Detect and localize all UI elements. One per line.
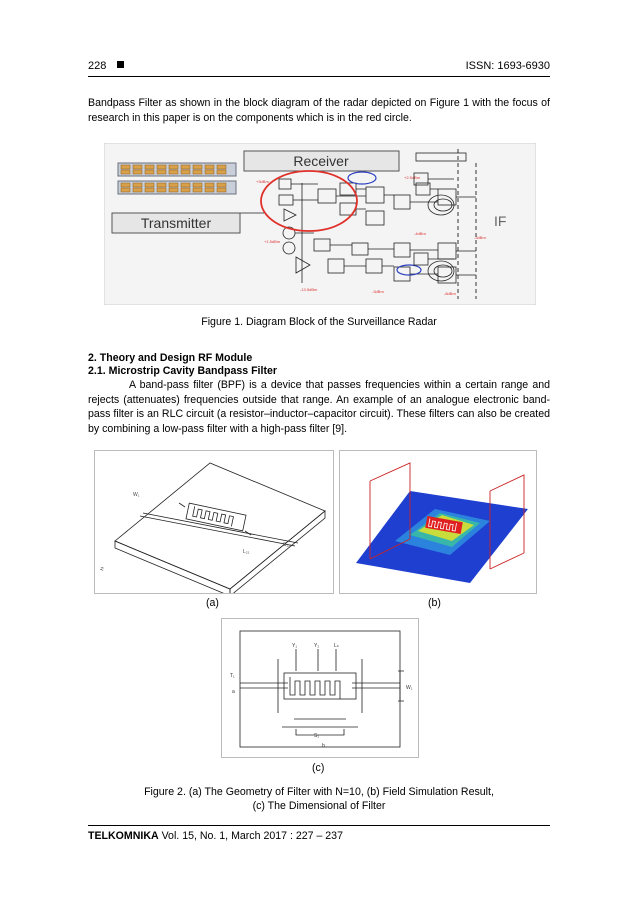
svg-text:-3dBm: -3dBm <box>372 289 384 294</box>
footer-journal: TELKOMNIKA <box>88 830 159 842</box>
section-subheading: 2.1. Microstrip Cavity Bandpass Filter <box>88 365 277 377</box>
svg-text:+1.5dBm: +1.5dBm <box>264 239 281 244</box>
figure2-label-a: (a) <box>206 597 219 609</box>
issn: ISSN: 1693-6930 <box>465 60 550 72</box>
svg-text:Y₁: Y₁ <box>292 643 298 649</box>
page-number: 228 <box>88 60 124 72</box>
intro-paragraph: Bandpass Filter as shown in the block diagram of the radar depicted on Figure 1 with the focus of research in this paper is on the components which is in the red circle. <box>88 97 550 124</box>
section-paragraph: A band-pass filter (BPF) is a device that passes frequencies within a certain range and rejects (attenuates) frequencies outside that range. An example of an analogue electronic band-pass filter is an RLC circuit (a resistor–inductor–capacitor circuit). These filters can also be created by combining a low-pass filter with a high-pass filter [9]. <box>88 379 550 435</box>
transmitter-label: Transmitter <box>140 215 212 231</box>
svg-text:-4dBm: -4dBm <box>414 231 426 236</box>
svg-text:+2.5dBm: +2.5dBm <box>404 175 421 180</box>
svg-text:b: b <box>322 743 325 749</box>
svg-text:W₁: W₁ <box>406 685 413 691</box>
svg-text:a: a <box>232 689 235 695</box>
svg-text:T₁: T₁ <box>230 673 235 679</box>
svg-text:W₁: W₁ <box>133 492 140 498</box>
svg-text:L₂₁: L₂₁ <box>243 549 250 555</box>
footer-rule <box>88 825 550 826</box>
svg-text:Lₙ: Lₙ <box>334 643 339 649</box>
figure2-caption-line1: Figure 2. (a) The Geometry of Filter with N=10, (b) Field Simulation Result, <box>144 786 494 798</box>
figure2-caption-line2: (c) The Dimensional of Filter <box>252 800 386 812</box>
footer-citation: Vol. 15, No. 1, March 2017 : 227 – 237 <box>161 830 343 842</box>
svg-text:-13.5dBm: -13.5dBm <box>300 287 318 292</box>
svg-text:+3dBm: +3dBm <box>256 179 269 184</box>
footer <box>88 830 343 842</box>
svg-text:-3dBm: -3dBm <box>474 235 486 240</box>
figure2-label-c: (c) <box>312 762 325 774</box>
section-heading: 2. Theory and Design RF Module <box>88 352 253 364</box>
svg-text:S₁₂₁: S₁₂₁ <box>283 542 292 548</box>
figure2a-geometry <box>94 450 334 594</box>
receiver-label: Receiver <box>293 153 349 169</box>
square-bullet-icon <box>117 61 124 68</box>
figure2-label-b: (b) <box>428 597 441 609</box>
svg-text:1: 1 <box>370 498 374 505</box>
header-rule <box>88 76 550 77</box>
figure1-diagram <box>104 143 536 305</box>
if-label: IF <box>494 213 507 229</box>
svg-text:-8dBm: -8dBm <box>444 291 456 296</box>
figure1-caption: Figure 1. Diagram Block of the Surveillance Radar <box>201 316 437 328</box>
figure2c-dimensions <box>221 618 419 758</box>
svg-text:S₁: S₁ <box>314 733 320 739</box>
figure2b-field-simulation <box>339 450 537 594</box>
svg-text:Y₂: Y₂ <box>314 643 320 649</box>
svg-text:H: H <box>99 566 107 572</box>
